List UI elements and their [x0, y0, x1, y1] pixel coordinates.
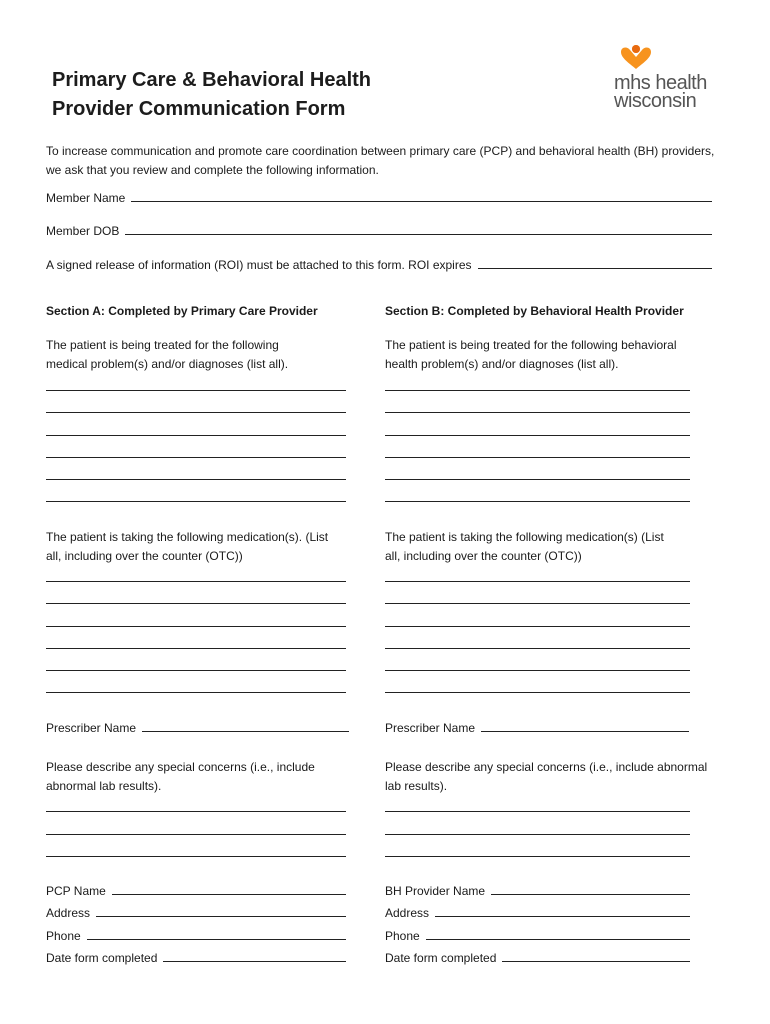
bh-provider-name-label: BH Provider Name: [385, 884, 486, 898]
section-b-address-field[interactable]: [435, 905, 690, 917]
section-a-prescriber-label: Prescriber Name: [46, 721, 137, 735]
section-a-date-row: [46, 950, 346, 965]
section-a-prescriber-field[interactable]: [142, 720, 349, 732]
section-b-medication-line[interactable]: [385, 603, 690, 604]
section-a-heading: Section A: Completed by Primary Care Provider: [46, 304, 318, 318]
section-b-medication-line[interactable]: [385, 670, 690, 671]
section-a-diagnosis-line[interactable]: [46, 435, 346, 436]
section-a-concerns-line[interactable]: [46, 856, 346, 857]
member-name-field[interactable]: [131, 190, 712, 202]
section-a-diagnoses-prompt: The patient is being treated for the following medical problem(s) and/or diagnoses (list all).: [46, 338, 289, 371]
section-b-date-field[interactable]: [502, 950, 690, 962]
section-a-phone-row: [46, 928, 346, 943]
section-b-medications-prompt: The patient is taking the following medication(s) (List all, including over the counter (OTC)): [385, 530, 664, 563]
section-b-date-row: [385, 950, 690, 965]
member-dob-label: Member DOB: [46, 224, 120, 238]
section-a-prescriber-row: [46, 720, 349, 735]
section-a-diagnosis-line[interactable]: [46, 479, 346, 480]
section-b-medication-line[interactable]: [385, 692, 690, 693]
heart-person-icon: [619, 44, 653, 70]
member-name-label: Member Name: [46, 191, 126, 205]
member-dob-field[interactable]: [125, 223, 712, 235]
section-a-medication-line[interactable]: [46, 581, 346, 582]
section-b-address-label: Address: [385, 906, 430, 920]
section-a-medication-line[interactable]: [46, 648, 346, 649]
section-a-phone-field[interactable]: [87, 928, 346, 940]
mhs-logo: [614, 44, 724, 116]
section-b-prescriber-row: [385, 720, 689, 735]
section-a-diagnosis-line[interactable]: [46, 457, 346, 458]
section-a-date-field[interactable]: [163, 950, 346, 962]
section-b-diagnosis-line[interactable]: [385, 479, 690, 480]
section-b-medication-line[interactable]: [385, 648, 690, 649]
section-a-medication-line[interactable]: [46, 626, 346, 627]
section-a-medication-line[interactable]: [46, 603, 346, 604]
section-b-diagnosis-line[interactable]: [385, 457, 690, 458]
title-line-2: Provider Communication Form: [52, 98, 346, 120]
pcp-name-label: PCP Name: [46, 884, 106, 898]
section-b-date-label: Date form completed: [385, 951, 497, 965]
logo-text-line-2: wisconsin: [614, 90, 697, 112]
section-a-address-row: [46, 905, 346, 920]
section-a-concerns-line[interactable]: [46, 811, 346, 812]
section-b-prescriber-label: Prescriber Name: [385, 721, 476, 735]
section-b-heading: Section B: Completed by Behavioral Health Provider: [385, 304, 684, 318]
section-a-diagnosis-line[interactable]: [46, 390, 346, 391]
roi-row: [46, 257, 712, 272]
member-name-row: [46, 190, 712, 205]
section-b-phone-field[interactable]: [426, 928, 690, 940]
section-a-phone-label: Phone: [46, 929, 81, 943]
pcp-name-field[interactable]: [112, 883, 346, 895]
section-a-concerns-prompt: Please describe any special concerns (i.e., include abnormal lab results).: [46, 760, 315, 793]
section-b-phone-row: [385, 928, 690, 943]
section-b-address-row: [385, 905, 690, 920]
title-line-1: Primary Care & Behavioral Health: [52, 69, 372, 91]
section-b-diagnosis-line[interactable]: [385, 412, 690, 413]
section-a-medications-prompt: The patient is taking the following medication(s). (List all, including over the counter (OTC)): [46, 530, 329, 563]
roi-expires-field[interactable]: [478, 257, 712, 269]
section-b-diagnosis-line[interactable]: [385, 501, 690, 502]
section-a-concerns-line[interactable]: [46, 834, 346, 835]
section-b-diagnosis-line[interactable]: [385, 390, 690, 391]
section-a-address-label: Address: [46, 906, 91, 920]
logo-text-line-1: mhs health: [614, 72, 707, 94]
section-b-concerns-line[interactable]: [385, 834, 690, 835]
section-a-medication-line[interactable]: [46, 692, 346, 693]
intro-text: To increase communication and promote care coordination between primary care (PCP) and behavioral health (BH) providers, we ask that you review and complete the following information.: [46, 144, 715, 177]
section-b-concerns-line[interactable]: [385, 811, 690, 812]
form-title: [52, 66, 371, 124]
section-b-concerns-prompt: Please describe any special concerns (i.e., include abnormal lab results).: [385, 760, 708, 793]
section-b-medication-line[interactable]: [385, 581, 690, 582]
section-a-medication-line[interactable]: [46, 670, 346, 671]
section-a-diagnosis-line[interactable]: [46, 412, 346, 413]
section-b-prescriber-field[interactable]: [481, 720, 689, 732]
section-a-address-field[interactable]: [96, 905, 346, 917]
section-b-diagnosis-line[interactable]: [385, 435, 690, 436]
member-dob-row: [46, 223, 712, 238]
roi-label: A signed release of information (ROI) must be attached to this form. ROI expires: [46, 258, 472, 272]
section-a-date-label: Date form completed: [46, 951, 158, 965]
pcp-name-row: [46, 883, 346, 898]
section-b-medication-line[interactable]: [385, 626, 690, 627]
section-b-concerns-line[interactable]: [385, 856, 690, 857]
bh-provider-name-field[interactable]: [491, 883, 690, 895]
section-b-phone-label: Phone: [385, 929, 420, 943]
section-b-diagnoses-prompt: The patient is being treated for the following behavioral health problem(s) and/or diagnoses (list all).: [385, 338, 677, 371]
section-a-diagnosis-line[interactable]: [46, 501, 346, 502]
bh-provider-name-row: [385, 883, 690, 898]
